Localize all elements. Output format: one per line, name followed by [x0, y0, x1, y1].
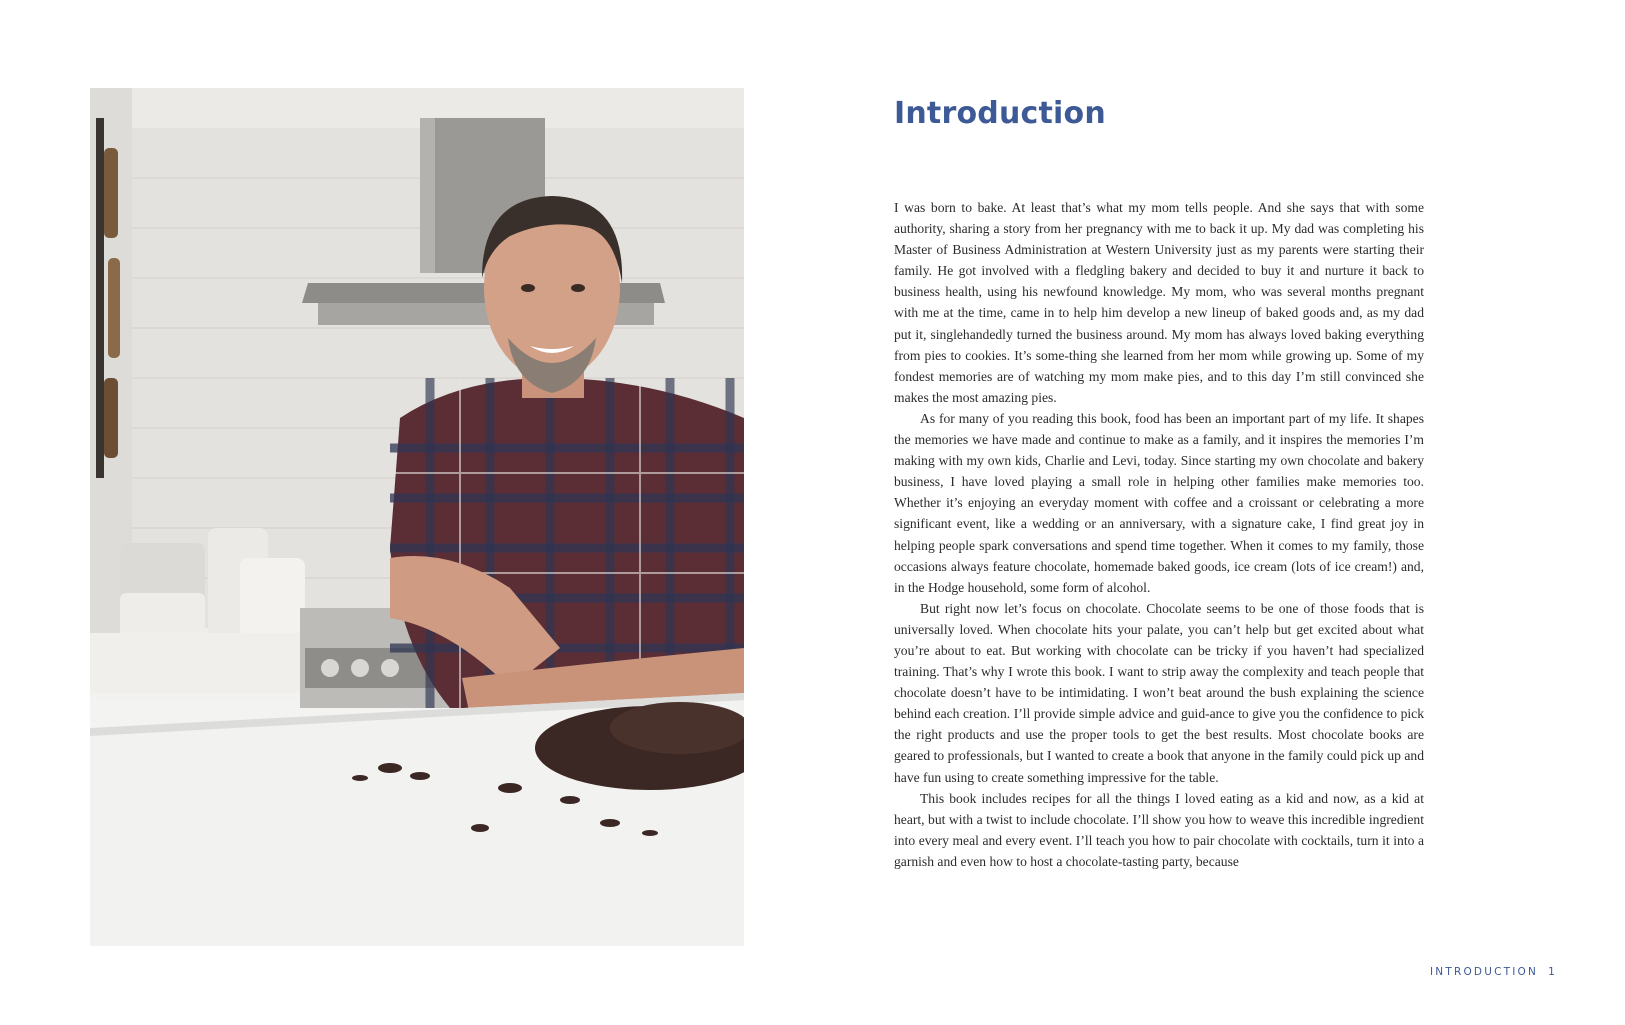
- body-text: [894, 197, 1424, 872]
- paragraph-4: This book includes recipes for all the things I loved eating as a kid and now, as a kid at heart, but with a twist to include chocolate. I’ll show you how to weave this incredible ingredient into every meal and every event. I’ll teach you how to pair chocolate with cocktails, turn it into a garnish and even how to host a chocolate-tasting party, because: [894, 790, 1424, 869]
- chapter-title: Introduction: [894, 96, 1106, 131]
- paragraph-3: But right now let’s focus on chocolate. Chocolate seems to be one of those foods that is universally loved. When chocolate hits your palate, you can’t help but get excited about what you’re about to eat. But working with chocolate can be tricky if you haven’t had specialized training. That’s why I wrote this book. I want to strip away the complexity and teach people that chocolate doesn’t have to be intimidating. I won’t beat around the bush explaining the science behind each creation. I’ll provide simple advice and guid-ance to give you the confidence to pick the right products and use the proper tools to get the best results. Most chocolate books are geared to professionals, but I wanted to create a book that anyone in the family could pick up and have fun using to create something impressive for the table.: [894, 600, 1424, 785]
- paragraph-2: As for many of you reading this book, food has been an important part of my life. It shapes the memories we have made and continue to make as a family, and it inspires the memories I’m making with my own kids, Charlie and Levi, today. Since starting my own chocolate and bakery business, I have loved playing a small role in helping other families make memories too. Whether it’s enjoying an everyday moment with coffee and a croissant or celebrating a more significant event, like a wedding or an anniversary, with a signature cake, I find great joy in helping people spark conversations and spend time together. When it comes to my family, those occasions always feature chocolate, homemade baked goods, ice cream (lots of ice cream!) and, in the Hodge household, some form of alcohol.: [894, 410, 1424, 595]
- running-footer: [1430, 966, 1555, 978]
- page-number: 1: [1548, 966, 1555, 978]
- kitchen-scene-illustration: [90, 88, 744, 946]
- chef-portrait-photo: [90, 88, 744, 946]
- footer-section-label: INTRODUCTION: [1430, 966, 1539, 978]
- paragraph-1: I was born to bake. At least that’s what my mom tells people. And she says that with some authority, sharing a story from her pregnancy with me to back it up. My dad was completing his Master of Business Administration at Western University just as my parents were starting their family. He got involved with a fledgling bakery and decided to buy it and nurture it back to business health, using his newfound knowledge. My mom, who was several months pregnant with me at the time, came in to help him develop a new lineup of baked goods and, as my dad put it, singlehandedly turned the business around. My mom has always loved baking everything from pies to cookies. It’s some-thing she learned from her mom while growing up. Some of my fondest memories are of watching my mom make pies, and to this day I’m still convinced she makes the most amazing pies.: [894, 200, 1424, 405]
